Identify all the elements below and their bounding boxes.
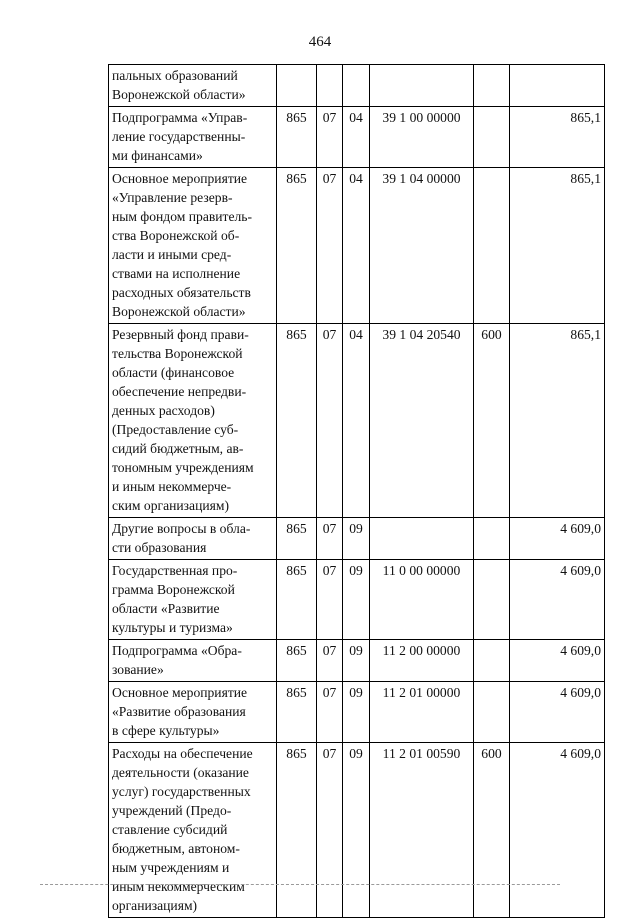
table-body (109, 65, 605, 918)
pr-code-cell: 04 (343, 324, 370, 518)
rz-code-cell: 07 (317, 682, 343, 743)
gr-code-cell: 865 (277, 518, 317, 560)
pr-code-cell: 09 (343, 682, 370, 743)
rz-code-cell: 07 (317, 743, 343, 918)
pr-code-cell: 09 (343, 518, 370, 560)
csr-code-cell (370, 65, 474, 107)
csr-code-cell: 39 1 00 00000 (370, 107, 474, 168)
vr-code-cell (474, 107, 510, 168)
table-row (109, 682, 605, 743)
sum-cell: 4 609,0 (510, 518, 605, 560)
vr-code-cell (474, 640, 510, 682)
pr-code-cell: 09 (343, 640, 370, 682)
vr-code-cell (474, 560, 510, 640)
table-row (109, 168, 605, 324)
vr-code-cell (474, 682, 510, 743)
table-row (109, 518, 605, 560)
sum-cell: 865,1 (510, 107, 605, 168)
sum-cell (510, 65, 605, 107)
rz-code-cell: 07 (317, 640, 343, 682)
page-number: 464 (308, 34, 332, 50)
csr-code-cell (370, 518, 474, 560)
sum-cell: 865,1 (510, 324, 605, 518)
table-row (109, 65, 605, 107)
gr-code-cell: 865 (277, 107, 317, 168)
csr-code-cell: 11 2 00 00000 (370, 640, 474, 682)
gr-code-cell: 865 (277, 640, 317, 682)
pr-code-cell: 09 (343, 743, 370, 918)
rz-code-cell: 07 (317, 107, 343, 168)
gr-code-cell: 865 (277, 743, 317, 918)
sum-cell: 4 609,0 (510, 560, 605, 640)
vr-code-cell: 600 (474, 743, 510, 918)
row-name-cell: пальных образований Воронежской области» (109, 65, 277, 107)
csr-code-cell: 39 1 04 00000 (370, 168, 474, 324)
pr-code-cell: 04 (343, 168, 370, 324)
table-row (109, 640, 605, 682)
row-name-cell: Расходы на обеспечение деятельности (оказание услуг) государственных учреждений (Предо- ставление субсидий бюджетным, автоном- ным учреждениям и иным некоммерческим организациям) (109, 743, 277, 918)
row-name-cell: Другие вопросы в обла- сти образования (109, 518, 277, 560)
sum-cell: 4 609,0 (510, 743, 605, 918)
rz-code-cell: 07 (317, 560, 343, 640)
budget-table (108, 64, 605, 918)
gr-code-cell (277, 65, 317, 107)
sum-cell: 4 609,0 (510, 640, 605, 682)
row-name-cell: Подпрограмма «Обра- зование» (109, 640, 277, 682)
gr-code-cell: 865 (277, 560, 317, 640)
pr-code-cell: 09 (343, 560, 370, 640)
rz-code-cell (317, 65, 343, 107)
sum-cell: 4 609,0 (510, 682, 605, 743)
table-row (109, 743, 605, 918)
pr-code-cell: 04 (343, 107, 370, 168)
csr-code-cell: 11 2 01 00000 (370, 682, 474, 743)
pr-code-cell (343, 65, 370, 107)
gr-code-cell: 865 (277, 682, 317, 743)
gr-code-cell: 865 (277, 324, 317, 518)
table-row (109, 560, 605, 640)
table-row (109, 324, 605, 518)
rz-code-cell: 07 (317, 518, 343, 560)
vr-code-cell: 600 (474, 324, 510, 518)
rz-code-cell: 07 (317, 324, 343, 518)
rz-code-cell: 07 (317, 168, 343, 324)
sum-cell: 865,1 (510, 168, 605, 324)
csr-code-cell: 11 0 00 00000 (370, 560, 474, 640)
footer-divider (40, 884, 560, 885)
vr-code-cell (474, 518, 510, 560)
gr-code-cell: 865 (277, 168, 317, 324)
vr-code-cell (474, 168, 510, 324)
table-row (109, 107, 605, 168)
row-name-cell: Государственная про- грамма Воронежской области «Развитие культуры и туризма» (109, 560, 277, 640)
vr-code-cell (474, 65, 510, 107)
csr-code-cell: 11 2 01 00590 (370, 743, 474, 918)
row-name-cell: Подпрограмма «Управ- ление государственны- ми финансами» (109, 107, 277, 168)
row-name-cell: Основное мероприятие «Развитие образования в сфере культуры» (109, 682, 277, 743)
row-name-cell: Основное мероприятие «Управление резерв- ным фондом правитель- ства Воронежской об- ласти и иными сред- ствами на исполнение расходных обязательств Воронежской области» (109, 168, 277, 324)
csr-code-cell: 39 1 04 20540 (370, 324, 474, 518)
row-name-cell: Резервный фонд прави- тельства Воронежской области (финансовое обеспечение непредви- денных расходов) (Предоставление суб- сидий бюджетным, ав- тономным учреждениям и иным некоммерче- ским организациям) (109, 324, 277, 518)
